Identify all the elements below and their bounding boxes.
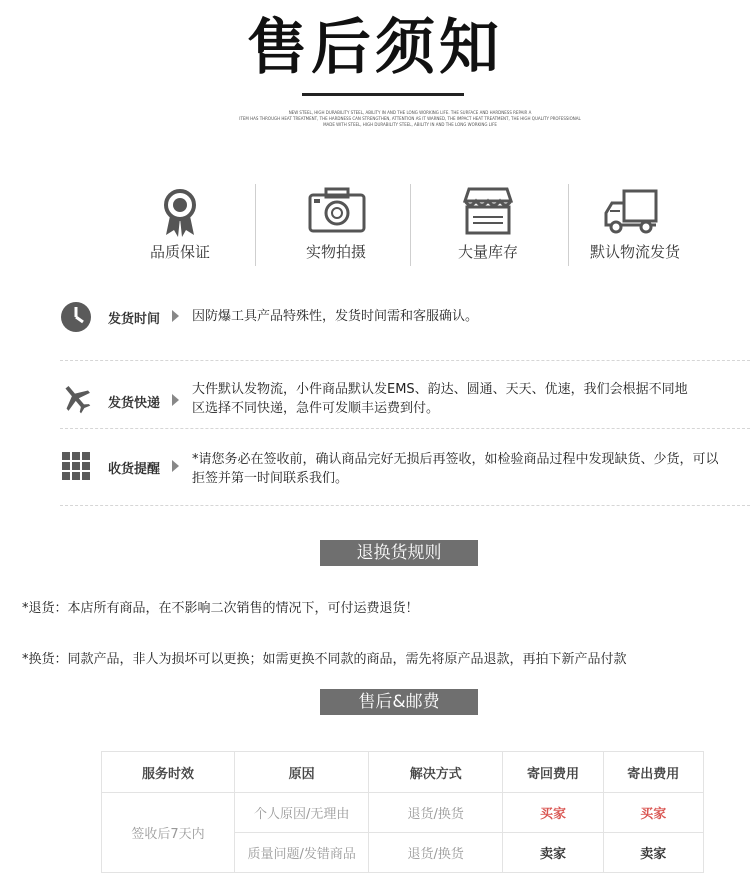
- table-cell-return-fee: 买家: [503, 793, 603, 833]
- feature-logistics: [580, 185, 690, 270]
- arrow-right-icon: [172, 310, 179, 322]
- table-header: 寄出费用: [603, 752, 703, 793]
- feature-label: 大量库存: [457, 243, 518, 261]
- storefront-icon: [433, 185, 543, 237]
- award-ribbon-icon: [125, 185, 235, 237]
- divider: [60, 505, 750, 506]
- clock-icon: [60, 301, 92, 333]
- arrow-right-icon: [172, 460, 179, 472]
- exchange-rule-text: *换货：同款产品，非人为损坏可以更换；如需更换不同款的商品，需先将原产品退款，再拍下新产品付款: [22, 652, 627, 667]
- table-cell-solution: 退货/换货: [369, 793, 503, 833]
- divider: [60, 360, 750, 361]
- fine-print-line: NEW STEEL, HIGH DURABILITY STEEL, ABILITY IN AND THE LONG WORKING LIFE. THE SURFACE AND HARDNESS REPAIR A: [288, 110, 532, 115]
- table-cell-reason: 个人原因/无理由: [235, 793, 369, 833]
- after-sales-table: [101, 751, 704, 873]
- table-header: 原因: [235, 752, 369, 793]
- divider: [410, 184, 411, 266]
- info-text: 大件默认发物流，小件商品默认发EMS、韵达、圆通、天天、优速，我们会根据不同地 区选择不同快递，急件可发顺丰运费到付。: [192, 382, 688, 416]
- after-sales-banner: 售后&邮费: [320, 689, 478, 715]
- divider: [60, 428, 750, 429]
- info-label: 发货快递: [108, 396, 161, 411]
- feature-label: 品质保证: [149, 243, 210, 261]
- delivery-truck-icon: [580, 185, 690, 237]
- info-text: 因防爆工具产品特殊性，发货时间需和客服确认。: [192, 309, 479, 324]
- table-header: 寄回费用: [503, 752, 603, 793]
- fine-print-line: MADE WITH STEEL, HIGH DURABILITY STEEL, ABILITY IN AND THE LONG WORKING LIFE: [323, 122, 497, 127]
- feature-quality: [125, 185, 235, 270]
- info-label: 收货提醒: [108, 462, 161, 477]
- info-text: *请您务必在签收前，确认商品完好无损后再签收，如检验商品过程中发现缺货、少货，可以 拒签并第一时间联系我们。: [192, 452, 719, 486]
- fine-print-line: ITEM HAS THROUGH HEAT TREATMENT, THE HARDNESS CAN STRENGTHEN, ATTENTION AS IT WARNED, THE IMPACT HEAT TREATMENT, THE HIGH QUALITY PROFESSIONAL: [239, 116, 581, 121]
- table-cell-return-fee: 卖家: [503, 833, 603, 873]
- feature-real-photo: [281, 185, 391, 270]
- feature-label: 实物拍摄: [305, 243, 366, 261]
- feature-label: 默认物流发货: [589, 243, 680, 261]
- table-cell-send-fee: 卖家: [603, 833, 703, 873]
- feature-stock: [433, 185, 543, 270]
- page-title: 售后须知: [247, 13, 503, 83]
- table-cell-period: 签收后7天内: [102, 793, 235, 873]
- table-header-row: [102, 752, 704, 793]
- table-cell-send-fee: 买家: [603, 793, 703, 833]
- table-header: 解决方式: [369, 752, 503, 793]
- table-cell-solution: 退货/换货: [369, 833, 503, 873]
- airplane-icon: [60, 382, 92, 414]
- table-header: 服务时效: [102, 752, 235, 793]
- camera-icon: [281, 185, 391, 237]
- table-cell-reason: 质量问题/发错商品: [235, 833, 369, 873]
- title-underline: [302, 93, 464, 96]
- arrow-right-icon: [172, 394, 179, 406]
- table-row: [102, 793, 704, 833]
- divider: [255, 184, 256, 266]
- grid-icon: [60, 450, 92, 482]
- return-rule-text: *退货：本店所有商品，在不影响二次销售的情况下，可付运费退货！: [22, 601, 419, 616]
- info-label: 发货时间: [108, 312, 161, 327]
- return-rules-banner: 退换货规则: [320, 540, 478, 566]
